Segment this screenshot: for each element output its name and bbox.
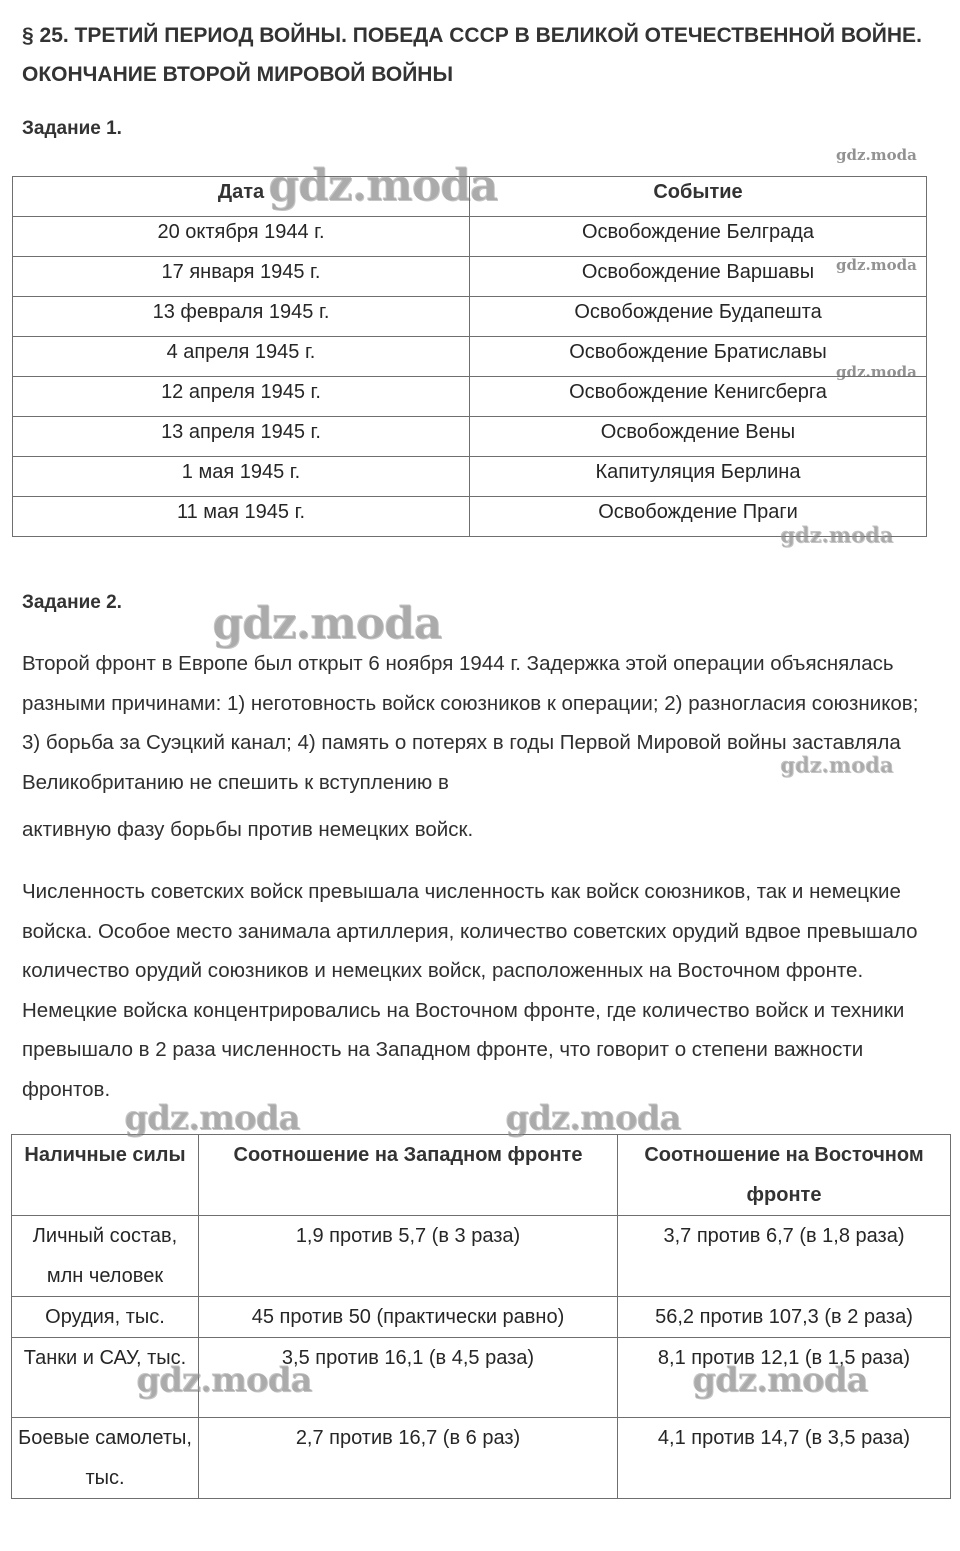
header-eastern: Соотношение на Восточном фронте [618, 1135, 951, 1216]
forces-cell: Танки и САУ, тыс. [12, 1338, 199, 1418]
watermark: gdz.moda [836, 256, 917, 274]
watermark: gdz.moda [780, 752, 894, 777]
table-row [13, 497, 927, 537]
western-cell: 45 против 50 (практически равно) [199, 1297, 618, 1338]
date-cell: 20 октября 1944 г. [13, 217, 470, 257]
header-date: Дата [13, 177, 470, 217]
table-row [13, 377, 927, 417]
table-row [12, 1338, 951, 1418]
watermark: gdz.moda [212, 598, 442, 649]
western-cell: 2,7 против 16,7 (в 6 раз) [199, 1418, 618, 1499]
date-cell: 17 января 1945 г. [13, 257, 470, 297]
watermark: gdz.moda [268, 160, 498, 211]
event-cell: Освобождение Братиславы [470, 337, 927, 377]
table-row [13, 337, 927, 377]
event-cell: Освобождение Кенигсберга [470, 377, 927, 417]
table-header-row [12, 1135, 951, 1216]
eastern-cell: 4,1 против 14,7 (в 3,5 раза) [618, 1418, 951, 1499]
event-cell: Освобождение Варшавы [470, 257, 927, 297]
table-row [13, 417, 927, 457]
forces-cell: Боевые самолеты, тыс. [12, 1418, 199, 1499]
header-forces: Наличные силы [12, 1135, 199, 1216]
event-cell: Освобождение Праги [470, 497, 927, 537]
event-cell: Капитуляция Берлина [470, 457, 927, 497]
date-cell: 1 мая 1945 г. [13, 457, 470, 497]
event-cell: Освобождение Будапешта [470, 297, 927, 337]
table-row [13, 217, 927, 257]
task2-heading: Задание 2. [22, 592, 122, 613]
watermark: gdz.moda [124, 1098, 300, 1138]
date-cell: 13 февраля 1945 г. [13, 297, 470, 337]
table-row [13, 297, 927, 337]
watermark: gdz.moda [836, 363, 917, 381]
date-cell: 13 апреля 1945 г. [13, 417, 470, 457]
header-western: Соотношение на Западном фронте [199, 1135, 618, 1216]
eastern-cell: 56,2 против 107,3 (в 2 раза) [618, 1297, 951, 1338]
table-row [12, 1216, 951, 1297]
event-cell: Освобождение Белграда [470, 217, 927, 257]
table-header-row [13, 177, 927, 217]
watermark: gdz.moda [505, 1098, 681, 1138]
table-row [12, 1297, 951, 1338]
western-cell: 1,9 против 5,7 (в 3 раза) [199, 1216, 618, 1297]
forces-cell: Орудия, тыс. [12, 1297, 199, 1338]
forces-cell: Личный состав, млн человек [12, 1216, 199, 1297]
watermark: gdz.moda [780, 522, 894, 547]
paragraph-second-front [22, 644, 922, 850]
table-row [13, 457, 927, 497]
header-event: Событие [470, 177, 927, 217]
western-cell: 3,5 против 16,1 (в 4,5 раза) [199, 1338, 618, 1418]
paragraph-text: Второй фронт в Европе был открыт 6 ноября 1944 г. Задержка этой операции объяснялась разными причинами: 1) неготовность войск союзников к операции; 2) разногласия союзников; 3) борьба за Суэцкий канал; 4) память о потерях в годы Первой Мировой войны заставляла Великобританию не спешить к вступлению в [22, 652, 919, 794]
watermark: gdz.moda [136, 1360, 312, 1400]
table-row [12, 1418, 951, 1499]
paragraph-text-end: активную фазу борьбы против немецких войск. [22, 818, 474, 841]
dates-table [12, 176, 927, 537]
task1-heading: Задание 1. [22, 118, 122, 139]
table-row [13, 257, 927, 297]
forces-table [11, 1134, 951, 1499]
date-cell: 11 мая 1945 г. [13, 497, 470, 537]
page-title: § 25. ТРЕТИЙ ПЕРИОД ВОЙНЫ. ПОБЕДА СССР В ВЕЛИКОЙ ОТЕЧЕСТВЕННОЙ ВОЙНЕ. ОКОНЧАНИЕ ВТОРОЙ МИРОВОЙ ВОЙНЫ [22, 24, 922, 86]
date-cell: 4 апреля 1945 г. [13, 337, 470, 377]
eastern-cell: 3,7 против 6,7 (в 1,8 раза) [618, 1216, 951, 1297]
event-cell: Освобождение Вены [470, 417, 927, 457]
paragraph-forces: Численность советских войск превышала численность как войск союзников, так и немецкие войска. Особое место занимала артиллерия, количество советских орудий вдвое превышало количество орудий союзников и немецких войск, расположенных на Восточном фронте. Немецкие войска концентрировались на Восточном фронте, где количество войск и техники превышало в 2 раза численность на Западном фронте, что говорит о степени важности фронтов. [22, 880, 918, 1101]
watermark: gdz.moda [692, 1360, 868, 1400]
date-cell: 12 апреля 1945 г. [13, 377, 470, 417]
watermark: gdz.moda [836, 146, 917, 164]
eastern-cell: 8,1 против 12,1 (в 1,5 раза) [618, 1338, 951, 1418]
